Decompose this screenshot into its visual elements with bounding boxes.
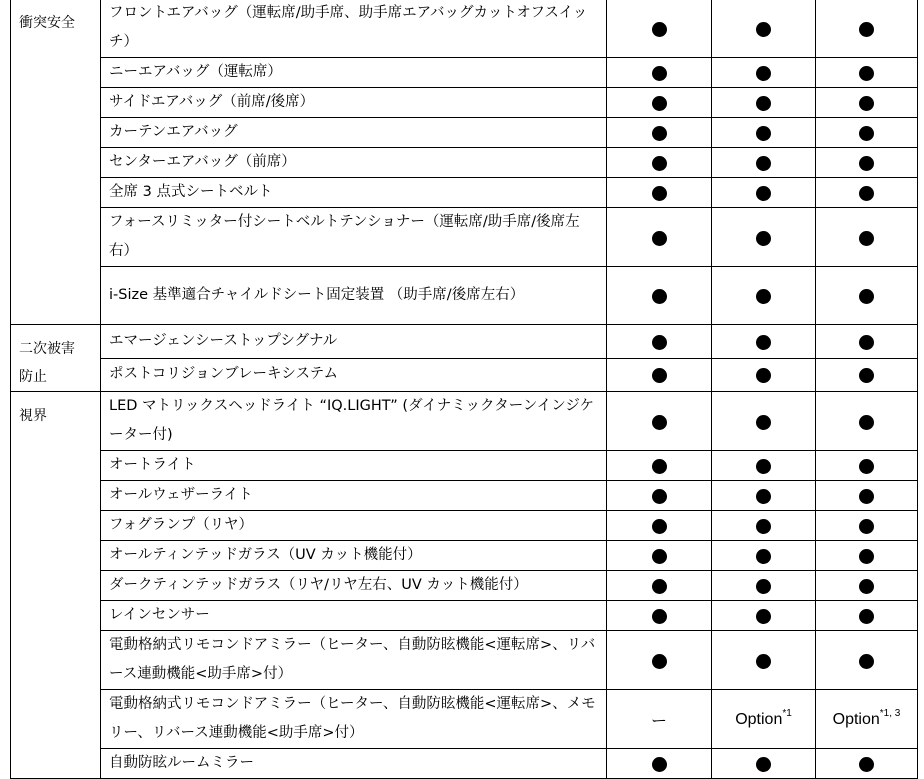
- item-label: エマージェンシーストップシグナル: [109, 332, 338, 349]
- standard-dot-icon: [859, 22, 874, 37]
- item-cell: [101, 88, 607, 118]
- standard-dot-icon: [859, 489, 874, 504]
- standard-dot-icon: [859, 459, 874, 474]
- standard-dot-icon: [859, 289, 874, 304]
- grade-2-cell: [712, 392, 816, 451]
- item-cell: [101, 511, 607, 541]
- grade-3-cell: [816, 392, 918, 451]
- grade-2-cell: [712, 749, 816, 779]
- item-label: サイドエアバッグ（前席/後席）: [109, 94, 315, 110]
- standard-dot-icon: [756, 335, 771, 350]
- grade-1-cell: [607, 148, 712, 178]
- table-row: [11, 451, 918, 481]
- item-cell: [101, 208, 607, 267]
- item-cell: [101, 58, 607, 88]
- standard-dot-icon: [652, 459, 667, 474]
- grade-1-cell: [607, 511, 712, 541]
- table-row: [11, 541, 918, 571]
- grade-3-cell: [816, 208, 918, 267]
- grade-1-cell: [607, 481, 712, 511]
- table-row: [11, 749, 918, 779]
- grade-1-cell: [607, 690, 712, 749]
- grade-1-cell: [607, 178, 712, 208]
- item-label: 電動格納式リモコンドアミラー（ヒーター、自動防眩機能<運転席>、メモリー、リバース連動機能<助手席>付）: [109, 696, 596, 741]
- standard-dot-icon: [756, 459, 771, 474]
- item-label: 電動格納式リモコンドアミラー（ヒーター、自動防眩機能<運転席>、リバース連動機能<助手席>付）: [109, 637, 596, 682]
- grade-1-cell: [607, 392, 712, 451]
- standard-dot-icon: [756, 757, 771, 772]
- table-row: [11, 601, 918, 631]
- grade-2-cell: [712, 571, 816, 601]
- equipment-spec-table: [10, 0, 918, 779]
- grade-3-cell: [816, 325, 918, 359]
- category-cell: [11, 392, 101, 779]
- standard-dot-icon: [652, 368, 667, 383]
- grade-3-cell: [816, 178, 918, 208]
- standard-dot-icon: [859, 415, 874, 430]
- table-row: [11, 58, 918, 88]
- grade-2-cell: [712, 601, 816, 631]
- item-cell: [101, 267, 607, 325]
- grade-3-cell: [816, 690, 918, 749]
- standard-dot-icon: [859, 96, 874, 111]
- item-label: 自動防眩ルームミラー: [109, 755, 254, 771]
- grade-1-cell: [607, 267, 712, 325]
- item-cell: [101, 690, 607, 749]
- standard-dot-icon: [756, 654, 771, 669]
- grade-3-cell: [816, 88, 918, 118]
- standard-dot-icon: [652, 489, 667, 504]
- standard-dot-icon: [756, 549, 771, 564]
- grade-1-cell: [607, 58, 712, 88]
- table-row: [11, 690, 918, 749]
- standard-dot-icon: [859, 757, 874, 772]
- table-row: [11, 325, 918, 359]
- grade-1-cell: [607, 631, 712, 690]
- grade-1-cell: [607, 451, 712, 481]
- item-cell: [101, 178, 607, 208]
- grade-2-cell: [712, 325, 816, 359]
- standard-dot-icon: [756, 415, 771, 430]
- item-cell: [101, 148, 607, 178]
- grade-3-cell: [816, 58, 918, 88]
- grade-2-cell: [712, 451, 816, 481]
- standard-dot-icon: [859, 654, 874, 669]
- item-cell: [101, 631, 607, 690]
- grade-2-cell: [712, 631, 816, 690]
- grade-3-cell: [816, 451, 918, 481]
- grade-1-cell: [607, 749, 712, 779]
- standard-dot-icon: [756, 489, 771, 504]
- item-label: 全席 3 点式シートベルト: [109, 184, 273, 200]
- standard-dot-icon: [859, 186, 874, 201]
- standard-dot-icon: [652, 757, 667, 772]
- grade-1-cell: [607, 571, 712, 601]
- table-row: [11, 631, 918, 690]
- item-label: レインセンサー: [109, 607, 210, 623]
- standard-dot-icon: [859, 156, 874, 171]
- grade-2-cell: [712, 511, 816, 541]
- item-cell: [101, 541, 607, 571]
- grade-3-cell: [816, 571, 918, 601]
- item-label: i-Size 基準適合チャイルドシート固定装置 （助手席/後席左右）: [109, 287, 525, 303]
- grade-3-cell: [816, 358, 918, 392]
- item-cell: [101, 601, 607, 631]
- table-row: [11, 88, 918, 118]
- item-label: フロントエアバッグ（運転席/助手席、助手席エアバッグカットオフスイッチ）: [109, 5, 588, 50]
- standard-dot-icon: [859, 609, 874, 624]
- table-row: [11, 571, 918, 601]
- item-cell: [101, 749, 607, 779]
- grade-2-cell: [712, 267, 816, 325]
- grade-3-cell: [816, 749, 918, 779]
- standard-dot-icon: [652, 609, 667, 624]
- item-label: カーテンエアバッグ: [109, 124, 238, 140]
- option-label: [832, 707, 901, 729]
- standard-dot-icon: [756, 368, 771, 383]
- item-label: ポストコリジョンブレーキシステム: [109, 366, 338, 383]
- item-cell: [101, 451, 607, 481]
- standard-dot-icon: [859, 579, 874, 594]
- grade-2-cell: [712, 148, 816, 178]
- category-label: 衝突安全: [19, 15, 75, 31]
- standard-dot-icon: [652, 335, 667, 350]
- table-row: [11, 148, 918, 178]
- standard-dot-icon: [859, 231, 874, 246]
- grade-2-cell: [712, 0, 816, 58]
- grade-3-cell: [816, 267, 918, 325]
- standard-dot-icon: [652, 22, 667, 37]
- grade-2-cell: [712, 358, 816, 392]
- table-row: [11, 178, 918, 208]
- item-cell: [101, 325, 607, 359]
- standard-dot-icon: [756, 126, 771, 141]
- standard-dot-icon: [652, 96, 667, 111]
- item-label: オートライト: [109, 457, 196, 473]
- standard-dot-icon: [652, 66, 667, 81]
- item-label: オールウェザーライト: [109, 487, 253, 503]
- table-row: [11, 392, 918, 451]
- category-label: 二次被害 防止: [19, 341, 75, 385]
- table-row: [11, 0, 918, 58]
- item-cell: [101, 0, 607, 58]
- grade-1-cell: [607, 0, 712, 58]
- standard-dot-icon: [756, 579, 771, 594]
- standard-dot-icon: [652, 156, 667, 171]
- standard-dot-icon: [652, 654, 667, 669]
- standard-dot-icon: [652, 289, 667, 304]
- grade-2-cell: [712, 541, 816, 571]
- grade-1-cell: [607, 541, 712, 571]
- option-text: Option: [832, 711, 880, 729]
- grade-3-cell: [816, 601, 918, 631]
- grade-2-cell: [712, 88, 816, 118]
- item-label: センターエアバッグ（前席）: [109, 154, 296, 170]
- standard-dot-icon: [652, 549, 667, 564]
- item-label: LED マトリックスヘッドライト “IQ.LIGHT” (ダイナミックターンインジケーター付): [109, 398, 595, 443]
- grade-2-cell: [712, 208, 816, 267]
- grade-3-cell: [816, 148, 918, 178]
- standard-dot-icon: [756, 96, 771, 111]
- grade-2-cell: [712, 118, 816, 148]
- grade-1-cell: [607, 325, 712, 359]
- item-cell: [101, 392, 607, 451]
- grade-3-cell: [816, 511, 918, 541]
- item-label: ニーエアバッグ（運転席）: [109, 64, 282, 80]
- standard-dot-icon: [859, 549, 874, 564]
- table-row: [11, 118, 918, 148]
- grade-2-cell: [712, 481, 816, 511]
- item-label: フォースリミッター付シートベルトテンショナー（運転席/助手席/後席左右）: [109, 214, 580, 259]
- item-label: ダークティンテッドガラス（リヤ/リヤ左右、UV カット機能付）: [109, 577, 528, 593]
- standard-dot-icon: [756, 66, 771, 81]
- grade-1-cell: [607, 208, 712, 267]
- item-cell: [101, 481, 607, 511]
- standard-dot-icon: [652, 579, 667, 594]
- item-cell: [101, 358, 607, 392]
- standard-dot-icon: [652, 519, 667, 534]
- standard-dot-icon: [756, 22, 771, 37]
- standard-dot-icon: [756, 519, 771, 534]
- grade-2-cell: [712, 690, 816, 749]
- standard-dot-icon: [652, 186, 667, 201]
- option-footnote: *1, 3: [879, 707, 901, 719]
- table-row: [11, 511, 918, 541]
- grade-3-cell: [816, 481, 918, 511]
- standard-dot-icon: [756, 156, 771, 171]
- standard-dot-icon: [756, 186, 771, 201]
- standard-dot-icon: [859, 126, 874, 141]
- grade-2-cell: [712, 178, 816, 208]
- standard-dot-icon: [652, 231, 667, 246]
- standard-dot-icon: [859, 519, 874, 534]
- grade-2-cell: [712, 58, 816, 88]
- standard-dot-icon: [756, 609, 771, 624]
- item-cell: [101, 118, 607, 148]
- standard-dot-icon: [652, 126, 667, 141]
- item-cell: [101, 571, 607, 601]
- grade-1-cell: [607, 118, 712, 148]
- category-cell: [11, 325, 101, 392]
- item-label: フォグランプ（リヤ）: [109, 517, 253, 533]
- standard-dot-icon: [756, 231, 771, 246]
- option-text: Option: [735, 711, 783, 729]
- item-label: オールティンテッドガラス（UV カット機能付）: [109, 547, 422, 563]
- standard-dot-icon: [652, 415, 667, 430]
- grade-3-cell: [816, 118, 918, 148]
- grade-3-cell: [816, 631, 918, 690]
- grade-1-cell: [607, 358, 712, 392]
- grade-3-cell: [816, 0, 918, 58]
- standard-dot-icon: [859, 66, 874, 81]
- option-label: [735, 707, 792, 729]
- table-row: [11, 267, 918, 325]
- grade-3-cell: [816, 541, 918, 571]
- category-label: 視界: [19, 408, 47, 424]
- grade-1-cell: [607, 88, 712, 118]
- standard-dot-icon: [859, 368, 874, 383]
- standard-dot-icon: [859, 335, 874, 350]
- grade-1-cell: [607, 601, 712, 631]
- table-row: [11, 208, 918, 267]
- category-cell: [11, 0, 101, 325]
- standard-dot-icon: [756, 289, 771, 304]
- not-available-dash: ー: [650, 710, 667, 730]
- table-row: [11, 358, 918, 392]
- table-row: [11, 481, 918, 511]
- option-footnote: *1: [782, 707, 792, 719]
